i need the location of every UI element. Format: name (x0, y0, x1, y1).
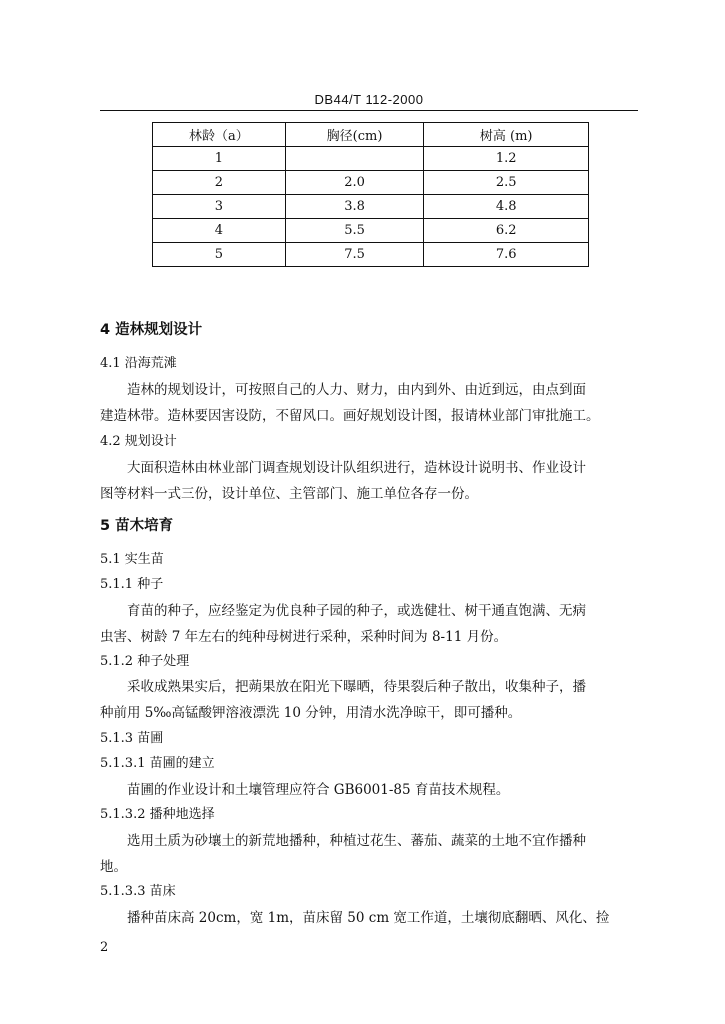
table-cell: 5.5 (285, 219, 424, 243)
table-row (153, 195, 589, 219)
paragraph-line: 大面积造林由林业部门调查规划设计队组织进行，造林设计说明书、作业设计 (127, 460, 586, 476)
table-cell: 2.5 (424, 171, 589, 195)
page-header: DB44/T 112-2000 (314, 92, 424, 107)
table-cell: 7.5 (285, 243, 424, 267)
page-number: 2 (100, 940, 109, 955)
table-row (153, 171, 589, 195)
table-row (153, 243, 589, 267)
paragraph-line: 地。 (100, 859, 127, 875)
table-cell: 6.2 (424, 219, 589, 243)
section-4-2-title: 4.2 规划设计 (100, 434, 177, 449)
section-5-1-3-1-title: 5.1.3.1 苗圃的建立 (100, 756, 215, 771)
paragraph-line: 苗圃的作业设计和土壤管理应符合 GB6001-85 育苗技术规程。 (127, 782, 510, 798)
table-cell: 3 (153, 195, 286, 219)
paragraph-line: 选用土质为砂壤土的新荒地播种，种植过花生、蕃茄、蔬菜的土地不宜作播种 (127, 833, 586, 849)
table-cell: 2 (153, 171, 286, 195)
section-5-1-3-2-title: 5.1.3.2 播种地选择 (100, 807, 215, 822)
section-5-1-title: 5.1 实生苗 (100, 552, 164, 567)
section-5-1-1-title: 5.1.1 种子 (100, 577, 164, 592)
section-4-1-title: 4.1 沿海荒滩 (100, 356, 177, 371)
table-header-cell: 胸径(cm) (285, 123, 424, 147)
paragraph-line: 育苗的种子，应经鉴定为优良种子园的种子，或选健壮、树干通直饱满、无病 (127, 603, 586, 619)
paragraph-line: 图等材料一式三份，设计单位、主管部门、施工单位各存一份。 (100, 486, 478, 502)
table-cell (285, 147, 424, 171)
paragraph-line: 造林的规划设计，可按照自己的人力、财力，由内到外、由近到远，由点到面 (127, 382, 586, 398)
table-cell: 5 (153, 243, 286, 267)
growth-table (152, 122, 589, 267)
section-5-1-3-title: 5.1.3 苗圃 (100, 731, 164, 746)
section-5-1-2-title: 5.1.2 种子处理 (100, 654, 190, 669)
table-cell: 7.6 (424, 243, 589, 267)
table-cell: 4 (153, 219, 286, 243)
paragraph-line: 播种苗床高 20cm，宽 1m，苗床留 50 cm 宽工作道，土壤彻底翻晒、风化、捡 (127, 910, 610, 926)
table-header-cell: 林龄（a） (153, 123, 286, 147)
table-row (153, 219, 589, 243)
table-row (153, 147, 589, 171)
table-cell: 3.8 (285, 195, 424, 219)
section-4-title: 4 造林规划设计 (100, 322, 203, 338)
paragraph-line: 建造林带。造林要因害设防，不留风口。画好规划设计图，报请林业部门审批施工。 (100, 408, 600, 424)
section-5-title: 5 苗木培育 (100, 518, 174, 534)
table-cell: 2.0 (285, 171, 424, 195)
section-5-1-3-3-title: 5.1.3.3 苗床 (100, 884, 176, 899)
header-rule (100, 110, 638, 111)
table-cell: 1.2 (424, 147, 589, 171)
table-header-row (153, 123, 589, 147)
paragraph-line: 虫害、树龄 7 年左右的纯种母树进行采种，采种时间为 8-11 月份。 (100, 629, 508, 645)
paragraph-line: 采收成熟果实后，把蒴果放在阳光下曝晒，待果裂后种子散出，收集种子，播 (127, 679, 586, 695)
table-header-cell: 树高 (m) (424, 123, 589, 147)
paragraph-line: 种前用 5‰高锰酸钾溶液漂洗 10 分钟，用清水洗净晾干，即可播种。 (100, 705, 522, 721)
table-cell: 4.8 (424, 195, 589, 219)
table-cell: 1 (153, 147, 286, 171)
